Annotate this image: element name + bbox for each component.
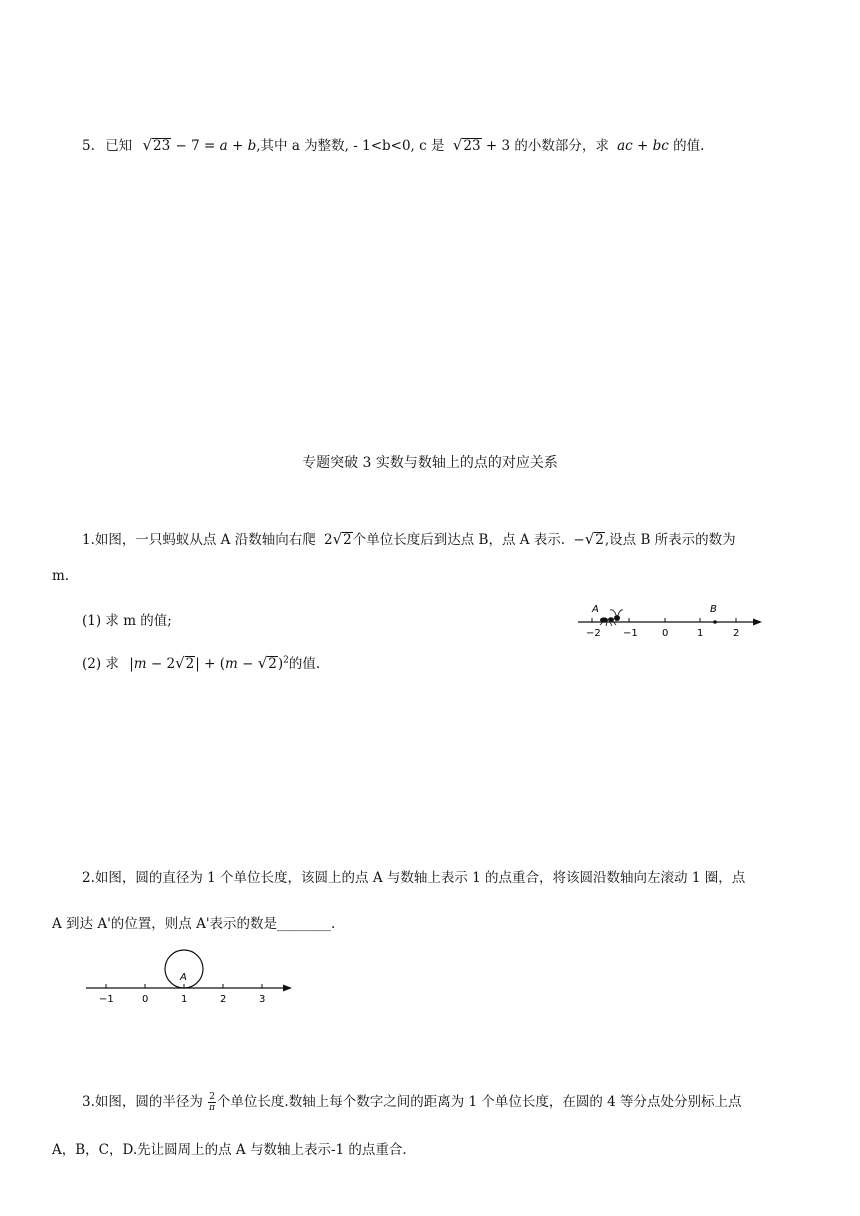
question-text: 个单位长度.数轴上每个数字之间的距离为 1 个单位长度，在圆的 4 等分点处分别标上点	[216, 1094, 742, 1110]
number-line-figure-2	[80, 945, 300, 1010]
expression-ac-plus-bc: ac + bc	[617, 138, 669, 154]
number-line-figure-1	[570, 598, 770, 642]
tick-label: 0	[142, 994, 149, 1005]
expression-2-sqrt2: 2√2	[324, 530, 352, 548]
question-text: 个单位长度后到达点 B，点 A 表示.	[352, 532, 566, 548]
sub-question-1: (1) 求 m 的值;	[82, 613, 172, 629]
expression-abs-plus-square: $|m - 2√2| + (m - √2)^2$	[129, 654, 289, 672]
question-1-line-2: m.	[52, 568, 70, 584]
circle-point-a-label: A	[180, 972, 187, 983]
sub-question-2	[82, 652, 320, 673]
tick-label: 2	[733, 628, 740, 639]
question-text: (2) 求	[82, 656, 119, 672]
tick-label: −1	[623, 628, 638, 639]
expression-sqrt23-plus-3: √23 + 3	[452, 136, 511, 154]
tick-label: 3	[259, 994, 266, 1005]
tick-label: −2	[586, 628, 601, 639]
tick-label: 1	[181, 994, 188, 1005]
tick-label: −1	[99, 994, 114, 1005]
question-1-line-1	[82, 528, 736, 549]
expression-neg-sqrt2: −√2	[573, 530, 604, 548]
question-text: 1.如图，一只蚂蚁从点 A 沿数轴向右爬	[82, 532, 316, 548]
point-b-label: B	[710, 604, 717, 615]
fraction-2-over-pi: $\frac{2}{\pi}$	[209, 1092, 216, 1113]
question-3-line-1	[82, 1090, 742, 1113]
question-text: 的值.	[673, 138, 705, 154]
question-text: ,其中 a 为整数, - 1<b<0, c 是	[256, 138, 445, 154]
question-text: 的值.	[288, 656, 321, 672]
question-text: 3.如图，圆的半径为	[82, 1094, 203, 1110]
question-text: 已知	[105, 138, 133, 154]
question-2-line-1: 2.如图，圆的直径为 1 个单位长度，该圆上的点 A 与数轴上表示 1 的点重合，将该圆沿数轴向左滚动 1 圈，点	[82, 870, 746, 886]
question-text: 的小数部分，求	[514, 138, 609, 154]
question-5	[82, 134, 704, 155]
question-number: 5.	[82, 138, 95, 154]
point-b	[713, 620, 717, 624]
question-3-line-2: A，B，C，D.先让圆周上的点 A 与数轴上表示-1 的点重合.	[52, 1142, 407, 1158]
ant-icon	[600, 610, 623, 626]
question-2-line-2: A 到达 A'的位置，则点 A'表示的数是________.	[52, 916, 336, 932]
arrow-right-icon	[753, 619, 762, 626]
tick-label: 0	[662, 628, 669, 639]
arrow-right-icon	[283, 985, 292, 992]
question-text: ,设点 B 所表示的数为	[604, 532, 736, 548]
section-title: 专题突破 3 实数与数轴上的点的对应关系	[302, 455, 558, 471]
equation-sqrt23-minus-7: √23 − 7 = a + b	[142, 136, 257, 154]
tick-label: 2	[220, 994, 227, 1005]
point-a-label: A	[592, 604, 599, 615]
tick-label: 1	[697, 628, 704, 639]
